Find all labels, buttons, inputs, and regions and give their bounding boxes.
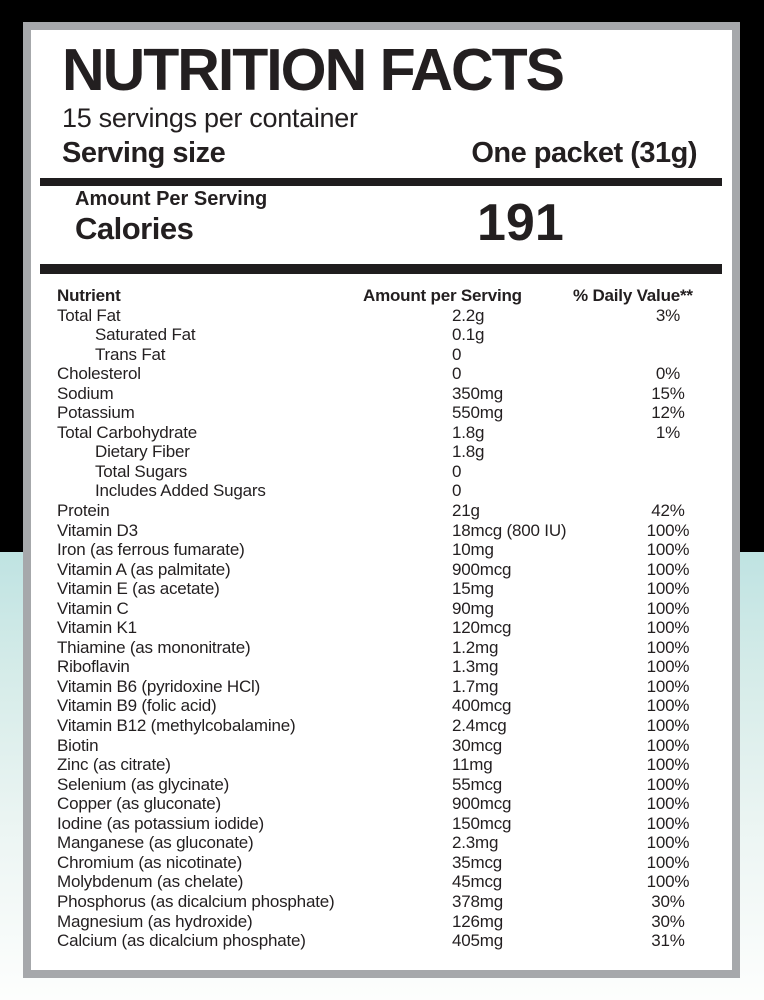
- serving-size-row: [62, 137, 697, 169]
- table-row: [57, 931, 722, 951]
- nutrient-name: Copper (as gluconate): [57, 794, 222, 814]
- table-row: [57, 521, 722, 541]
- nutrient-name: Biotin: [57, 735, 99, 755]
- nutrient-name: Vitamin B12 (methylcobalamine): [57, 716, 296, 736]
- nutrient-amount: 15mg: [452, 579, 494, 599]
- nutrient-dv: 100%: [646, 579, 690, 599]
- table-row: [57, 696, 722, 716]
- nutrient-dv: 100%: [646, 540, 690, 560]
- nutrient-name: Manganese (as gluconate): [57, 833, 254, 853]
- table-row: [57, 872, 722, 892]
- nutrient-dv: 100%: [646, 676, 690, 696]
- nutrient-amount: 126mg: [452, 911, 503, 931]
- nutrient-amount: 150mcg: [452, 813, 512, 833]
- table-row: [57, 345, 722, 365]
- nutrient-dv: 1%: [655, 422, 681, 442]
- nutrient-dv: 100%: [646, 520, 690, 540]
- nutrient-dv: 100%: [646, 833, 690, 853]
- calories-value: 191: [477, 194, 564, 252]
- header-amount: Amount per Serving: [363, 286, 522, 305]
- nutrient-amount: 2.2g: [452, 305, 485, 325]
- nutrient-name: Saturated Fat: [95, 325, 196, 345]
- amount-per-serving-label: Amount Per Serving: [75, 188, 268, 210]
- nutrient-name: Iodine (as potassium iodide): [57, 813, 265, 833]
- nutrient-dv: 100%: [646, 774, 690, 794]
- nutrient-dv: 3%: [655, 305, 681, 325]
- nutrient-amount: 10mg: [452, 540, 494, 560]
- nutrient-name: Includes Added Sugars: [95, 481, 266, 501]
- table-row: [57, 912, 722, 932]
- nutrient-amount: 405mg: [452, 931, 503, 951]
- table-row: [57, 618, 722, 638]
- nutrient-name: Iron (as ferrous fumarate): [57, 540, 245, 560]
- divider-thick-top: [40, 178, 722, 186]
- table-row: [57, 560, 722, 580]
- nutrient-amount: 0: [452, 461, 462, 481]
- nutrient-dv: 100%: [646, 813, 690, 833]
- nutrient-name: Vitamin A (as palmitate): [57, 559, 231, 579]
- nutrient-dv: 15%: [651, 383, 685, 403]
- nutrient-amount: 900mcg: [452, 559, 512, 579]
- nutrient-amount: 55mcg: [452, 774, 503, 794]
- nutrient-dv: 100%: [646, 657, 690, 677]
- nutrient-amount: 400mcg: [452, 696, 512, 716]
- nutrient-name: Vitamin B9 (folic acid): [57, 696, 217, 716]
- nutrient-name: Calcium (as dicalcium phosphate): [57, 931, 306, 951]
- table-row: [57, 442, 722, 462]
- table-rows: [57, 306, 722, 951]
- table-row: [57, 403, 722, 423]
- nutrient-amount: 1.8g: [452, 422, 485, 442]
- nutrient-dv: 100%: [646, 598, 690, 618]
- nutrient-dv: 100%: [646, 559, 690, 579]
- table-row: [57, 755, 722, 775]
- table-row: [57, 481, 722, 501]
- nutrient-amount: 2.4mcg: [452, 716, 507, 736]
- nutrient-dv: 100%: [646, 872, 690, 892]
- table-row: [57, 579, 722, 599]
- nutrient-amount: 1.3mg: [452, 657, 499, 677]
- nutrient-amount: 18mcg (800 IU): [452, 520, 567, 540]
- table-row: [57, 736, 722, 756]
- nutrient-amount: 35mcg: [452, 852, 503, 872]
- nutrient-amount: 378mg: [452, 891, 503, 911]
- nutrient-dv: 30%: [651, 911, 685, 931]
- table-row: [57, 501, 722, 521]
- nutrient-name: Vitamin C: [57, 598, 129, 618]
- nutrient-amount: 350mg: [452, 383, 503, 403]
- serving-size-label: Serving size: [62, 137, 226, 169]
- nutrient-name: Potassium: [57, 403, 135, 423]
- nutrient-dv: 0%: [655, 364, 681, 384]
- nutrient-dv: 100%: [646, 794, 690, 814]
- nutrient-amount: 0.1g: [452, 325, 485, 345]
- nutrient-name: Magnesium (as hydroxide): [57, 911, 253, 931]
- nutrient-amount: 1.7mg: [452, 676, 499, 696]
- nutrient-amount: 21g: [452, 501, 480, 521]
- label-title: NUTRITION FACTS: [62, 37, 563, 103]
- table-row: [57, 814, 722, 834]
- nutrient-name: Vitamin D3: [57, 520, 138, 540]
- nutrient-name: Dietary Fiber: [95, 442, 190, 462]
- nutrients-table: [57, 286, 722, 951]
- nutrient-dv: 42%: [651, 501, 685, 521]
- nutrient-dv: 100%: [646, 618, 690, 638]
- nutrient-dv: 100%: [646, 716, 690, 736]
- table-row: [57, 325, 722, 345]
- nutrient-dv: 30%: [651, 891, 685, 911]
- nutrient-name: Vitamin B6 (pyridoxine HCl): [57, 676, 261, 696]
- nutrient-amount: 900mcg: [452, 794, 512, 814]
- nutrient-amount: 45mcg: [452, 872, 503, 892]
- table-row: [57, 306, 722, 326]
- nutrient-name: Vitamin E (as acetate): [57, 579, 220, 599]
- nutrient-dv: 100%: [646, 852, 690, 872]
- nutrient-amount: 550mg: [452, 403, 503, 423]
- nutrient-name: Protein: [57, 501, 110, 521]
- nutrition-label-panel: [23, 22, 740, 978]
- header-nutrient: Nutrient: [57, 286, 121, 305]
- table-row: [57, 462, 722, 482]
- header-daily-value: % Daily Value**: [573, 286, 693, 305]
- nutrient-dv: 100%: [646, 696, 690, 716]
- nutrient-dv: 12%: [651, 403, 685, 423]
- serving-size-value: One packet (31g): [471, 137, 697, 169]
- nutrient-amount: 0: [452, 364, 462, 384]
- table-row: [57, 833, 722, 853]
- nutrient-name: Total Sugars: [95, 461, 188, 481]
- table-row: [57, 775, 722, 795]
- table-row: [57, 853, 722, 873]
- table-row: [57, 677, 722, 697]
- nutrient-name: Sodium: [57, 383, 114, 403]
- nutrient-amount: 1.8g: [452, 442, 485, 462]
- nutrient-name: Cholesterol: [57, 364, 141, 384]
- table-row: [57, 423, 722, 443]
- nutrient-amount: 0: [452, 481, 462, 501]
- nutrient-amount: 0: [452, 344, 462, 364]
- nutrient-name: Total Fat: [57, 305, 121, 325]
- nutrient-name: Vitamin K1: [57, 618, 137, 638]
- table-row: [57, 384, 722, 404]
- table-row: [57, 657, 722, 677]
- nutrient-dv: 31%: [651, 931, 685, 951]
- nutrient-name: Phosphorus (as dicalcium phosphate): [57, 891, 335, 911]
- nutrient-name: Trans Fat: [95, 344, 166, 364]
- nutrient-amount: 30mcg: [452, 735, 503, 755]
- table-row: [57, 794, 722, 814]
- table-row: [57, 364, 722, 384]
- nutrient-name: Molybdenum (as chelate): [57, 872, 244, 892]
- table-row: [57, 540, 722, 560]
- table-row: [57, 638, 722, 658]
- nutrient-dv: 100%: [646, 735, 690, 755]
- nutrient-name: Thiamine (as mononitrate): [57, 637, 251, 657]
- table-header-row: [57, 286, 722, 306]
- calories-label: Calories: [75, 211, 194, 246]
- nutrient-amount: 2.3mg: [452, 833, 499, 853]
- nutrient-amount: 120mcg: [452, 618, 512, 638]
- table-row: [57, 716, 722, 736]
- nutrient-name: Riboflavin: [57, 657, 130, 677]
- nutrient-amount: 11mg: [452, 755, 493, 775]
- nutrient-amount: 1.2mg: [452, 637, 499, 657]
- nutrient-name: Selenium (as glycinate): [57, 774, 230, 794]
- nutrient-dv: 100%: [646, 637, 690, 657]
- table-row: [57, 599, 722, 619]
- nutrient-name: Chromium (as nicotinate): [57, 852, 243, 872]
- divider-thick-bottom: [40, 264, 722, 274]
- nutrient-name: Total Carbohydrate: [57, 422, 198, 442]
- table-row: [57, 892, 722, 912]
- nutrient-name: Zinc (as citrate): [57, 755, 171, 775]
- nutrient-dv: 100%: [646, 755, 690, 775]
- servings-per-container: 15 servings per container: [62, 103, 358, 133]
- nutrient-amount: 90mg: [452, 598, 494, 618]
